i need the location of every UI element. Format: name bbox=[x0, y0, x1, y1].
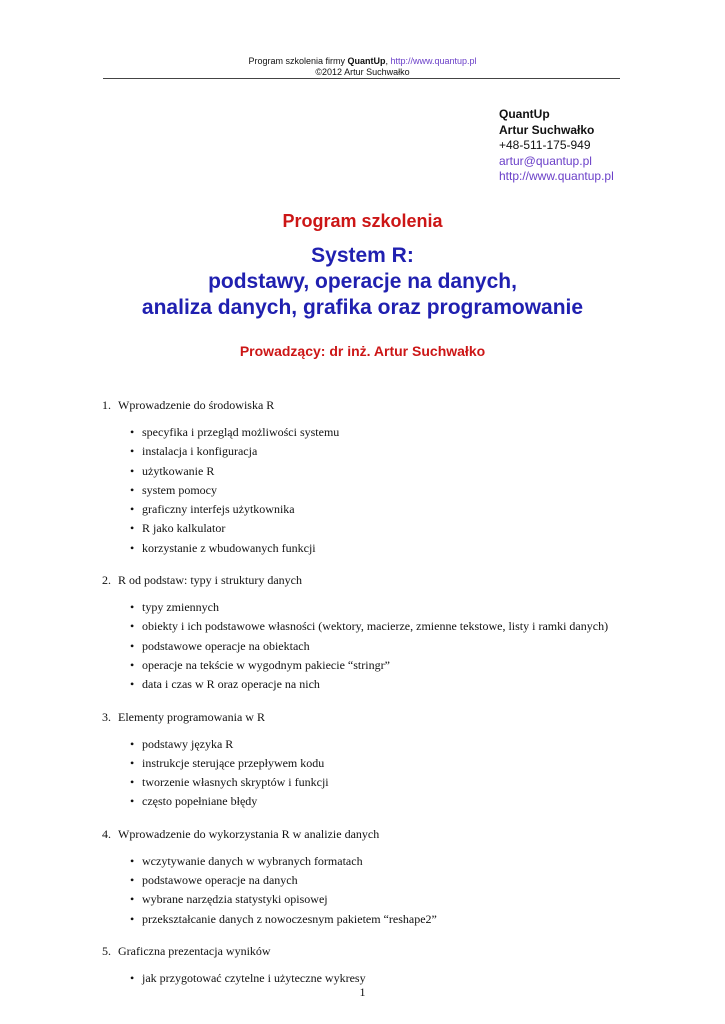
section-number: 2. bbox=[102, 573, 111, 588]
bullet-icon: • bbox=[130, 482, 135, 497]
bullet-icon: • bbox=[130, 425, 135, 439]
header-url-link[interactable]: http://www.quantup.pl bbox=[390, 56, 477, 66]
bullet-icon: • bbox=[130, 463, 135, 478]
section-number: 4. bbox=[102, 826, 111, 841]
contact-name: Artur Suchwałko bbox=[499, 122, 595, 137]
list-item-text: jak przygotować czytelne i użyteczne wykresy bbox=[142, 970, 366, 985]
header-divider bbox=[103, 78, 620, 79]
bullet-icon: • bbox=[130, 619, 135, 634]
list-item bbox=[102, 792, 662, 811]
header-line bbox=[0, 56, 725, 67]
section-title: Graficzna prezentacja wyników bbox=[118, 943, 271, 958]
list-item-text: data i czas w R oraz operacje na nich bbox=[142, 677, 320, 692]
contact-website-link[interactable]: http://www.quantup.pl bbox=[499, 169, 614, 183]
header-brand: QuantUp bbox=[347, 56, 386, 66]
section-number: 1. bbox=[102, 398, 111, 412]
list-item-text: korzystanie z wbudowanych funkcji bbox=[142, 540, 316, 555]
header-prefix: Program szkolenia firmy bbox=[248, 56, 348, 66]
bullet-icon: • bbox=[130, 736, 135, 751]
list-item bbox=[102, 735, 662, 754]
outline-section bbox=[102, 825, 662, 929]
list-item bbox=[102, 500, 662, 519]
course-outline bbox=[102, 396, 662, 1001]
list-item bbox=[102, 852, 662, 871]
contact-phone: +48-511-175-949 bbox=[499, 138, 591, 152]
section-title: R od podstaw: typy i struktury danych bbox=[118, 573, 302, 588]
section-heading bbox=[102, 396, 662, 414]
list-item bbox=[102, 754, 662, 773]
page-header bbox=[0, 56, 725, 78]
bullet-icon: • bbox=[130, 521, 135, 536]
section-title: Wprowadzenie do wykorzystania R w analizie danych bbox=[118, 826, 380, 841]
bullet-icon: • bbox=[130, 911, 135, 926]
bullet-icon: • bbox=[130, 873, 135, 888]
document-subtitle: Program szkolenia bbox=[282, 211, 443, 231]
bullet-icon: • bbox=[130, 657, 135, 672]
bullet-icon: • bbox=[130, 540, 135, 555]
title-line: System R: bbox=[311, 244, 414, 267]
list-item bbox=[102, 423, 662, 442]
outline-section bbox=[102, 571, 662, 694]
list-item-text: R jako kalkulator bbox=[142, 521, 226, 536]
bullet-icon: • bbox=[130, 677, 135, 692]
contact-email-link[interactable]: artur@quantup.pl bbox=[499, 153, 592, 168]
bullet-icon: • bbox=[130, 794, 135, 809]
section-bullet-list bbox=[102, 735, 662, 812]
list-item bbox=[102, 539, 662, 558]
list-item bbox=[102, 519, 662, 538]
list-item bbox=[102, 598, 662, 617]
list-item-text: tworzenie własnych skryptów i funkcji bbox=[142, 775, 329, 790]
list-item bbox=[102, 773, 662, 792]
header-copyright: ©2012 Artur Suchwałko bbox=[315, 67, 410, 77]
section-bullet-list bbox=[102, 852, 662, 929]
bullet-icon: • bbox=[130, 444, 135, 459]
list-item bbox=[102, 462, 662, 481]
outline-section bbox=[102, 708, 662, 812]
bullet-icon: • bbox=[130, 502, 135, 517]
section-heading bbox=[102, 708, 662, 726]
document-title bbox=[0, 243, 725, 321]
list-item-text: system pomocy bbox=[142, 482, 217, 497]
section-title: Wprowadzenie do środowiska R bbox=[118, 398, 275, 412]
list-item bbox=[102, 890, 662, 909]
list-item-text: często popełniane błędy bbox=[142, 794, 258, 809]
section-heading bbox=[102, 571, 662, 589]
section-number: 3. bbox=[102, 709, 111, 724]
header-separator: , bbox=[385, 56, 391, 66]
list-item bbox=[102, 910, 662, 929]
contact-company: QuantUp bbox=[499, 107, 550, 121]
list-item-text: podstawowe operacje na obiektach bbox=[142, 638, 310, 653]
list-item-text: instrukcje sterujące przepływem kodu bbox=[142, 755, 325, 770]
bullet-icon: • bbox=[130, 638, 135, 653]
list-item bbox=[102, 481, 662, 500]
bullet-icon: • bbox=[130, 775, 135, 790]
list-item bbox=[102, 656, 662, 675]
list-item-text: obiekty i ich podstawowe własności (wektory, macierze, zmienne tekstowe, listy i ramki danych) bbox=[142, 619, 609, 634]
section-heading bbox=[102, 942, 662, 960]
bullet-icon: • bbox=[130, 600, 135, 615]
list-item bbox=[102, 675, 662, 694]
outline-section bbox=[102, 396, 662, 558]
list-item bbox=[102, 442, 662, 461]
list-item-text: wybrane narzędzia statystyki opisowej bbox=[142, 892, 328, 907]
bullet-icon: • bbox=[130, 755, 135, 770]
page-number: 1 bbox=[359, 985, 366, 999]
list-item-text: specyfika i przegląd możliwości systemu bbox=[142, 425, 340, 439]
list-item-text: operacje na tekście w wygodnym pakiecie “stringr” bbox=[142, 657, 390, 672]
section-number: 5. bbox=[102, 943, 111, 958]
list-item-text: przekształcanie danych z nowoczesnym pakietem “reshape2” bbox=[142, 911, 437, 926]
lecturer-line: Prowadzący: dr inż. Artur Suchwałko bbox=[239, 343, 486, 359]
bullet-icon: • bbox=[130, 892, 135, 907]
list-item bbox=[102, 617, 662, 636]
list-item-text: instalacja i konfiguracja bbox=[142, 444, 258, 459]
list-item-text: typy zmiennych bbox=[142, 600, 219, 615]
bullet-icon: • bbox=[130, 853, 135, 868]
section-title: Elementy programowania w R bbox=[118, 709, 265, 724]
section-heading bbox=[102, 825, 662, 843]
list-item-text: graficzny interfejs użytkownika bbox=[142, 502, 295, 517]
list-item-text: podstawowe operacje na danych bbox=[142, 873, 298, 888]
bullet-icon: • bbox=[130, 970, 135, 985]
section-bullet-list bbox=[102, 598, 662, 694]
title-line: analiza danych, grafika oraz programowanie bbox=[141, 296, 584, 319]
list-item-text: użytkowanie R bbox=[142, 463, 215, 478]
contact-block bbox=[499, 107, 614, 185]
list-item bbox=[102, 871, 662, 890]
list-item-text: podstawy języka R bbox=[142, 736, 234, 751]
title-line: podstawy, operacje na danych, bbox=[208, 270, 517, 293]
list-item bbox=[102, 637, 662, 656]
section-bullet-list bbox=[102, 423, 662, 558]
outline-section bbox=[102, 942, 662, 988]
list-item-text: wczytywanie danych w wybranych formatach bbox=[142, 853, 363, 868]
